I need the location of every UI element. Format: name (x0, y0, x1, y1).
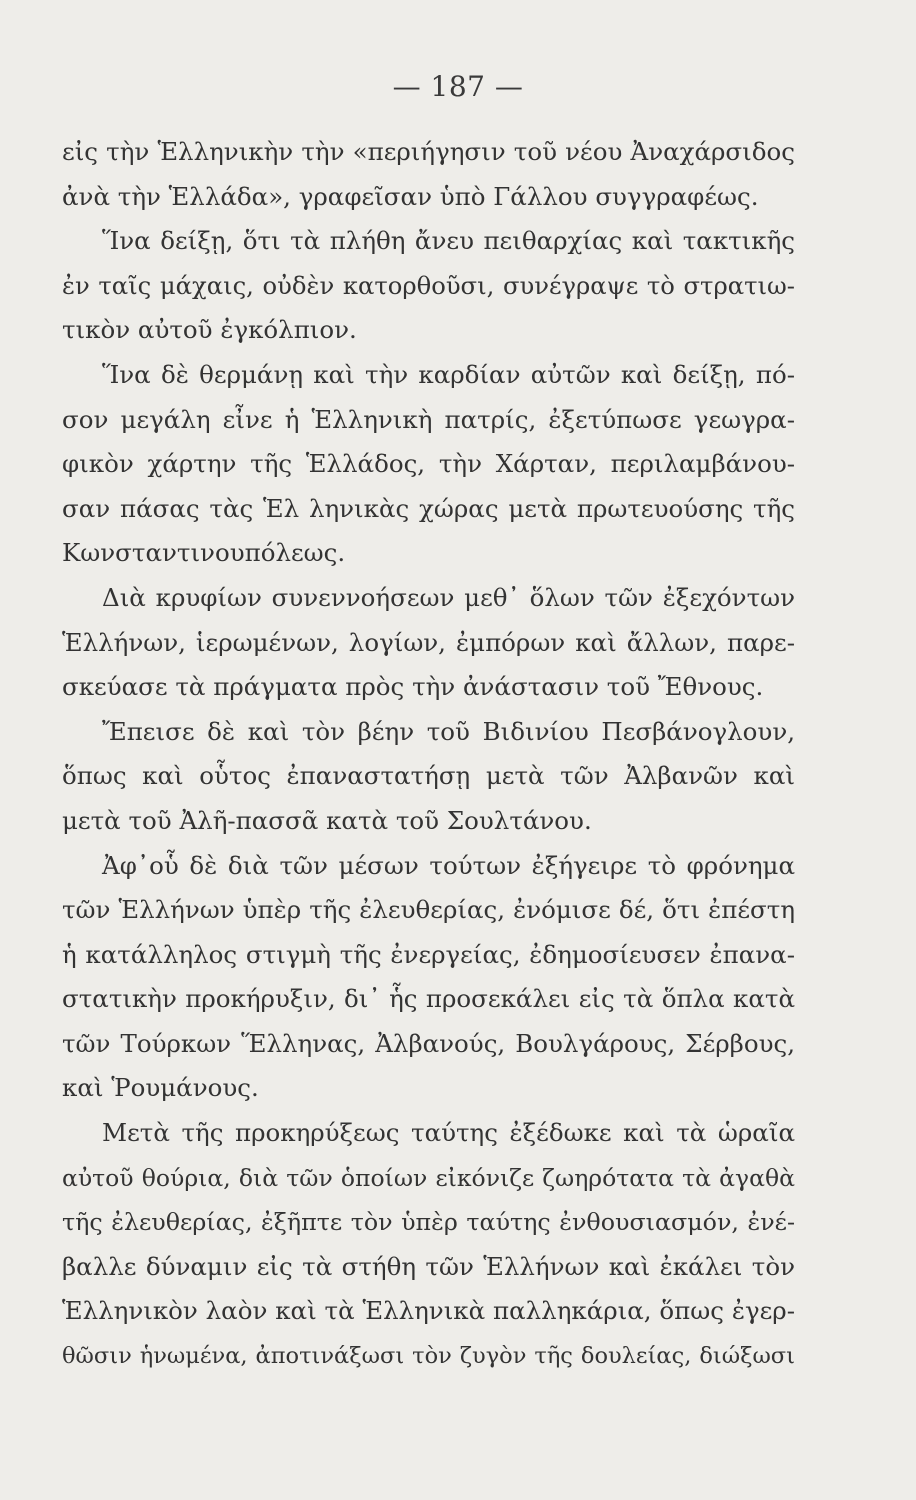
text-line: Ἑλληνικὸν λαὸν καὶ τὰ Ἑλληνικὰ παλληκάρια, ὅπως ἐγερ- (62, 1296, 795, 1326)
text-line: Κωνσταντινουπόλεως. (62, 538, 346, 568)
text-line: αὐτοῦ θούρια, διὰ τῶν ὁποίων εἰκόνιζε ζωηρότατα τὰ ἀγαθὰ (62, 1163, 795, 1192)
text-line: Διὰ κρυφίων συνεννοήσεων μεθ᾽ ὅλων τῶν ἐξεχόντων (102, 582, 795, 612)
text-line: τῶν Ἑλλήνων ὑπὲρ τῆς ἐλευθερίας, ἐνόμισε δέ, ὅτι ἐπέστη (62, 895, 795, 925)
text-line: σαν πάσας τὰς Ἑλ ληνικὰς χώρας μετὰ πρωτευούσης τῆς (62, 493, 795, 523)
text-line: μετὰ τοῦ Ἀλῆ-πασσᾶ κατὰ τοῦ Σουλτάνου. (62, 805, 592, 835)
text-line: τῶν Τούρκων Ἕλληνας, Ἀλβανούς, Βουλγάρους, Σέρβους, (62, 1028, 795, 1058)
text-line: ἐν ταῖς μάχαις, οὐδὲν κατορθοῦσι, συνέγραψε τὸ στρατιω- (62, 270, 795, 300)
text-line: τῆς ἐλευθερίας, ἐξῆπτε τὸν ὑπὲρ ταύτης ἐνθουσιασμόν, ἐνέ- (62, 1208, 795, 1237)
text-line: καὶ Ῥουμάνους. (62, 1073, 259, 1103)
text-line: Ἀφ᾽οὗ δὲ διὰ τῶν μέσων τούτων ἐξήγειρε τὸ φρόνημα (102, 850, 795, 880)
text-line: Ἑλλήνων, ἱερωμένων, λογίων, ἐμπόρων καὶ ἄλλων, παρε- (62, 627, 795, 657)
body-text (62, 130, 795, 1379)
text-line: Ἵνα δὲ θερμάνῃ καὶ τὴν καρδίαν αὐτῶν καὶ δείξῃ, πό- (102, 359, 795, 389)
text-line: ὅπως καὶ οὗτος ἐπαναστατήσῃ μετὰ τῶν Ἀλβανῶν καὶ (62, 761, 795, 791)
text-line: τικὸν αὐτοῦ ἐγκόλπιον. (62, 315, 357, 345)
text-line: βαλλε δύναμιν εἰς τὰ στήθη τῶν Ἑλλήνων καὶ ἐκάλει τὸν (62, 1251, 795, 1281)
text-line: στατικὴν προκήρυξιν, δι᾽ ἧς προσεκάλει εἰς τὰ ὅπλα κατὰ (62, 984, 795, 1014)
text-line: ἡ κατάλληλος στιγμὴ τῆς ἐνεργείας, ἐδημοσίευσεν ἐπανα- (62, 939, 795, 969)
text-line: θῶσιν ἡνωμένα, ἀποτινάξωσι τὸν ζυγὸν τῆς δουλείας, διώξωσι (62, 1343, 795, 1370)
text-line: Ἵνα δείξῃ, ὅτι τὰ πλήθη ἄνευ πειθαρχίας καὶ τακτικῆς (102, 226, 795, 256)
text-line: σκεύασε τὰ πράγματα πρὸς τὴν ἀνάστασιν τοῦ Ἔθνους. (62, 672, 764, 702)
text-line: εἰς τὴν Ἑλληνικὴν τὴν «περιήγησιν τοῦ νέου Ἀναχάρσιδος (62, 137, 795, 166)
page-number: — 187 — (392, 70, 524, 103)
text-line: σον μεγάλη εἶνε ἡ Ἑλληνικὴ πατρίς, ἐξετύπωσε γεωγρα- (62, 404, 795, 434)
text-line: ἀνὰ τὴν Ἑλλάδα», γραφεῖσαν ὑπὸ Γάλλου συγγραφέως. (62, 181, 759, 211)
text-line: φικὸν χάρτην τῆς Ἑλλάδος, τὴν Χάρταν, περιλαμβάνου- (62, 449, 795, 479)
text-line: Μετὰ τῆς προκηρύξεως ταύτης ἐξέδωκε καὶ τὰ ὡραῖα (102, 1118, 795, 1148)
text-line: Ἔπεισε δὲ καὶ τὸν βέην τοῦ Βιδινίου Πεσβάνογλουν, (102, 716, 795, 746)
